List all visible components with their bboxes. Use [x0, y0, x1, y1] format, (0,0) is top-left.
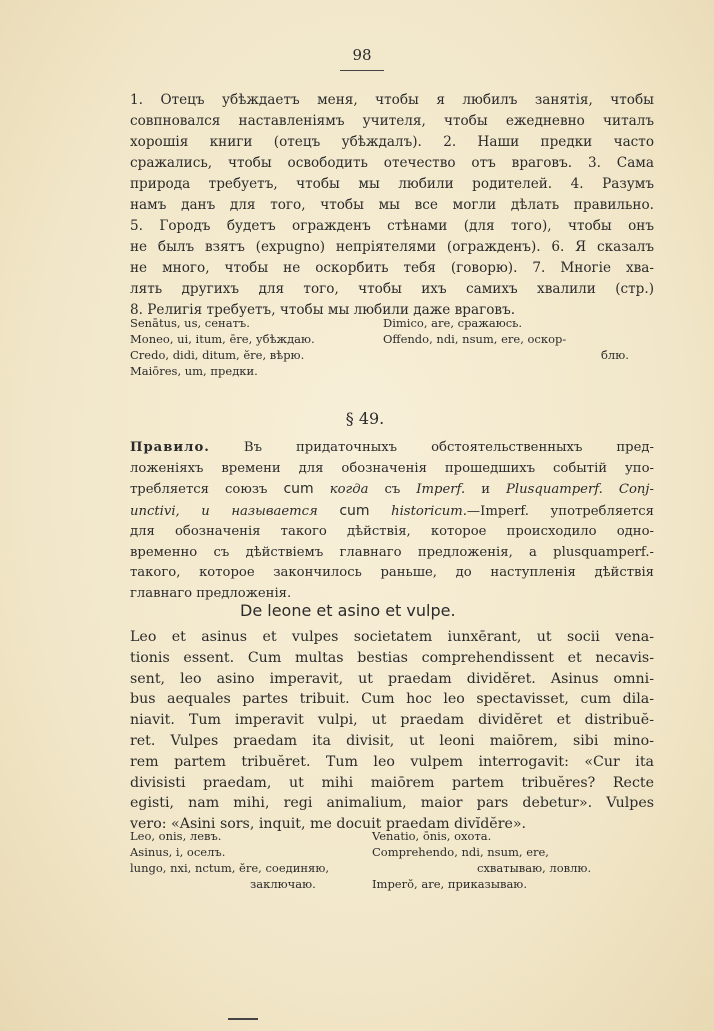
text-line: tionis essent. Cum multas bestias comprehendissent et necavis-	[130, 649, 654, 666]
text-line: временно съ дѣйствіемъ главнаго предложенія, а plusquamperf.-	[130, 544, 654, 560]
vocab-entry: блю.	[601, 348, 629, 362]
text-line: divisisti praedam, ut mihi maiōrem partem tribuĕres? Recte	[130, 774, 654, 791]
vocab-entry: Maiōres, um, предки.	[130, 364, 258, 378]
rule-paragraph	[130, 438, 654, 604]
text-line: Leo et asinus et vulpes societatem iunxērant, ut socii vena-	[130, 629, 654, 645]
text-line: egisti, nam mihi, regi animalium, maior pars debetur». Vulpes	[130, 795, 654, 812]
vocab-entry: Leo, onis, левъ.	[130, 829, 222, 843]
vocab-entry: Dimico, are, сражаюсь.	[383, 316, 523, 330]
vocab-entry: заключаю.	[250, 877, 316, 891]
text-line: 1. Отецъ убѣждаетъ меня, чтобы я любилъ занятія, чтобы	[130, 92, 654, 108]
text-line: sent, leo asino imperavit, ut praedam dividĕret. Asinus omni-	[130, 670, 654, 687]
vocabulary-right-1	[383, 315, 629, 363]
text-line: хорошія книги (отецъ убѣждалъ). 2. Наши предки часто	[130, 134, 654, 150]
text-line: vero: «Asini sors, inquit, me docuit praedam divĭdĕre».	[130, 816, 527, 833]
vocab-entry: Imperŏ, are, приказываю.	[372, 877, 527, 891]
section-heading: § 49.	[345, 409, 385, 428]
text-line: не много, чтобы не оскорбить тебя (говорю). 7. Многіе хва-	[130, 260, 654, 276]
text-line: unctivi, и называется cum historicum.—Imperf. употребляется	[130, 502, 654, 519]
vocab-entry: Offendo, ndi, nsum, ere, оскор-	[383, 332, 567, 346]
vocabulary-left-1	[130, 315, 315, 379]
exercise-paragraph	[130, 90, 654, 321]
vocab-entry: lungo, nxi, nctum, ĕre, соединяю,	[130, 861, 329, 875]
text-line: не былъ взятъ (expugno) непріятелями (огражденъ). 6. Я сказалъ	[130, 239, 654, 255]
vocab-entry: Credo, didi, ditum, ĕre, вѣрю.	[130, 348, 305, 362]
reading-paragraph	[130, 627, 654, 835]
text-line: совпновался наставленіямъ учителя, чтобы ежедневно читалъ	[130, 113, 654, 129]
page-number: 98	[352, 46, 372, 64]
vocabulary-left-2	[130, 828, 329, 892]
text-line: ложеніяхъ времени для обозначенія прошедшихъ событій упо-	[130, 460, 654, 476]
rule-label: Правило.	[130, 440, 210, 455]
text-line: такого, которое закончилось раньше, до наступленія дѣйствія	[130, 565, 654, 580]
text-line: ret. Vulpes praedam ita divisit, ut leoni maiōrem, sibi mino-	[130, 732, 654, 749]
vocab-entry: Comprehendo, ndi, nsum, ere,	[372, 845, 549, 859]
page-number-rule	[340, 70, 384, 71]
text-line: niavit. Tum imperavit vulpi, ut praedam dividĕret et distribuĕ-	[130, 712, 654, 729]
vocab-entry: Moneo, ui, itum, ēre, убѣждаю.	[130, 332, 315, 346]
text-line: 5. Городъ будетъ огражденъ стѣнами (для того), чтобы онъ	[130, 218, 654, 234]
text-line: сражались, чтобы освободить отечество отъ враговъ. 3. Сама	[130, 155, 654, 171]
footer-dash	[228, 1018, 258, 1020]
vocabulary-right-2	[372, 828, 591, 892]
text-line: rem partem tribuĕret. Tum leo vulpem interrogavit: «Cur ita	[130, 753, 654, 770]
text-line: намъ данъ для того, чтобы мы все могли дѣлать правильно.	[130, 197, 654, 213]
vocab-entry: схватываю, ловлю.	[477, 861, 592, 875]
text-line: природа требуетъ, чтобы мы любили родителей. 4. Разумъ	[130, 176, 654, 192]
reading-title: De leone et asino et vulpe.	[240, 601, 456, 620]
text-line: bus aequales partes tribuit. Cum hoc leo spectavisset, cum dila-	[130, 691, 654, 708]
text-line: требляется союзъ cum когда съ Imperf. и Plusquamperf. Conj-	[130, 481, 654, 497]
text-line: лять другихъ для того, чтобы ихъ самихъ хвалили (стр.)	[130, 281, 654, 297]
vocab-entry: Venatio, ōnis, охота.	[372, 829, 492, 843]
vocab-entry: Senātus, us, сенатъ.	[130, 316, 250, 330]
text-line: главнаго предложенія.	[130, 585, 292, 601]
text-line: 8. Религія требуетъ, чтобы мы любили даже враговъ.	[130, 302, 516, 318]
vocab-entry: Asinus, i, оселъ.	[130, 845, 226, 859]
text-line: Правило. Въ придаточныхъ обстоятельственныхъ пред-	[130, 440, 654, 455]
text-line: для обозначенія такого дѣйствія, которое происходило одно-	[130, 524, 654, 539]
